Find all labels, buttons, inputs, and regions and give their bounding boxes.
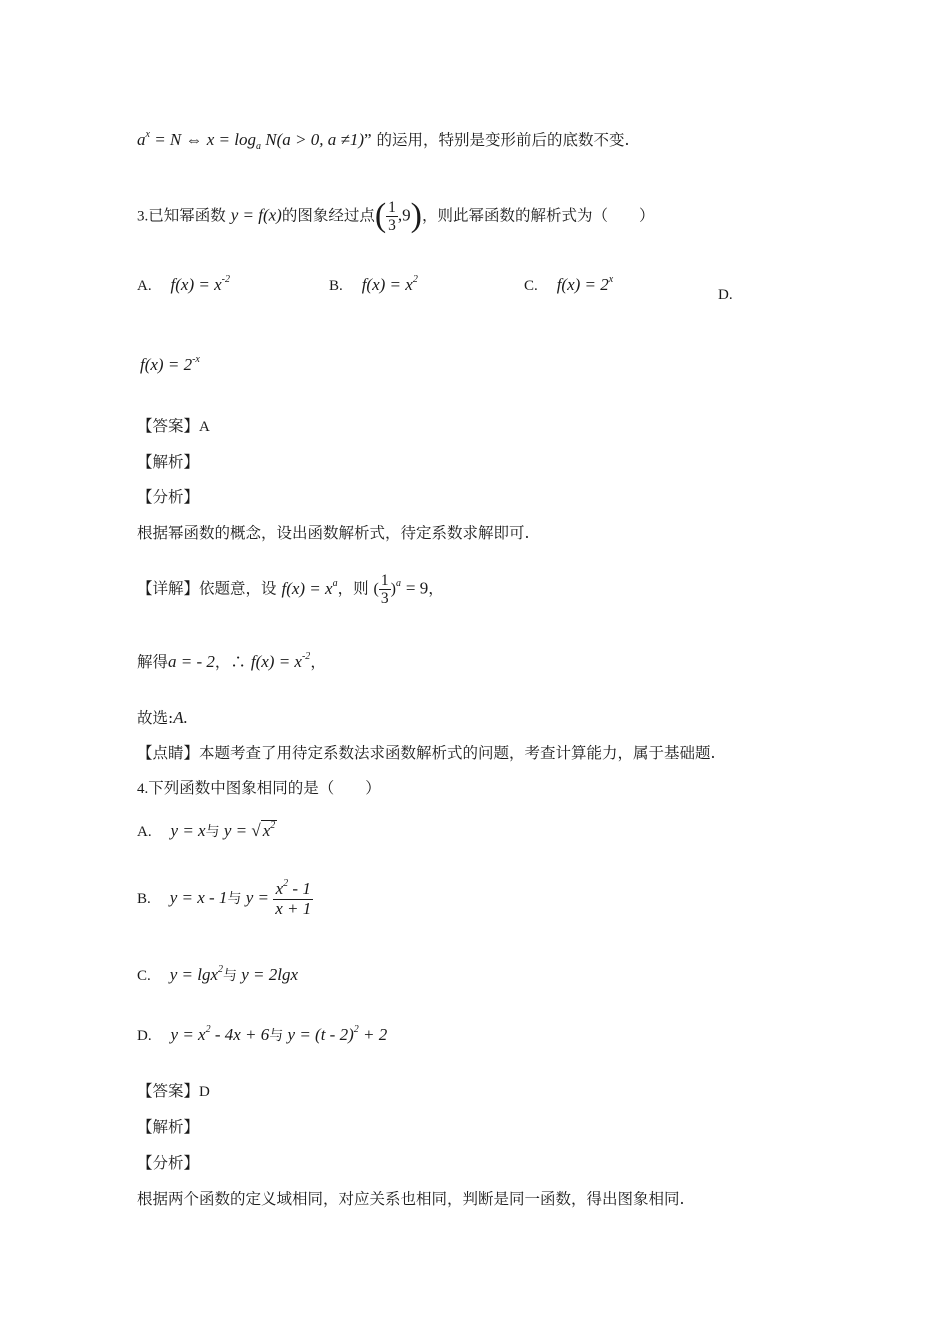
q3-number: 3. bbox=[137, 208, 149, 225]
frac-numerator: 1 bbox=[388, 198, 396, 216]
q3-option-d-expr bbox=[140, 355, 200, 375]
q3-stem-a: 已知幂函数 bbox=[148, 206, 226, 225]
q4-option-d: D. $y = x^2 - 4x + 6$与 y = (t - 2)$^2$ + 2 bbox=[137, 1024, 388, 1044]
option-label: D. bbox=[137, 1028, 152, 1044]
q4-number: 4. bbox=[137, 781, 149, 797]
option-expr: $f(x) = x^{-2}$ bbox=[170, 274, 230, 294]
solve-a: 解得 bbox=[137, 653, 169, 671]
option-label: A. bbox=[137, 278, 152, 294]
q3-option-d-label bbox=[718, 285, 733, 304]
q4-option-a: A. y = x与 y = √ $x^2$ bbox=[137, 820, 276, 840]
closing-quote: ” bbox=[363, 130, 372, 149]
comment-tag: 【点睛】 bbox=[137, 744, 200, 762]
point-y: ,9 bbox=[397, 205, 411, 225]
detail-a: 依题意，设 bbox=[199, 579, 277, 598]
solve-end: ， bbox=[310, 653, 326, 671]
q3-fenxi-text: 根据幂函数的概念，设出函数解析式，待定系数求解即可. bbox=[137, 524, 530, 542]
q3-choose bbox=[137, 708, 188, 728]
q4-option-c: C. y = lgx$^2$与 y = 2lgx bbox=[137, 964, 299, 984]
detail-end: ， bbox=[428, 579, 444, 598]
option-label: B. bbox=[329, 278, 343, 294]
option-label: A. bbox=[137, 824, 152, 840]
answer-value: D bbox=[199, 1084, 210, 1100]
q3-stem bbox=[137, 196, 655, 237]
q4-fenxi-text: 根据两个函数的定义域相同，对应关系也相同，判断是同一函数，得出图象相同. bbox=[137, 1190, 685, 1208]
q4-answer bbox=[137, 1082, 210, 1101]
solve-b: ，∴ bbox=[214, 653, 246, 671]
option-label: B. bbox=[137, 891, 151, 908]
comment-text: 本题考查了用待定系数法求函数解析式的问题，考查计算能力，属于基础题. bbox=[199, 744, 716, 762]
q4-option-b: B. y = x - 1与 y = $\frac{x^2 - 1}{x + 1}$ bbox=[137, 878, 312, 918]
detail-b: ，则 bbox=[337, 579, 369, 598]
solve-fx: $f(x) = x^{-2}$ bbox=[250, 651, 311, 671]
detail-eq: = 9 bbox=[405, 578, 429, 598]
answer-tag: 【答案】 bbox=[137, 417, 200, 435]
q3-option-a bbox=[137, 275, 230, 295]
left-paren: ( bbox=[374, 197, 387, 234]
option-label: C. bbox=[137, 968, 151, 984]
q4-stem-text: 下列函数中图象相同的是（ ） bbox=[148, 779, 381, 797]
point-x-fraction bbox=[386, 199, 398, 234]
q3-detail: 【详解】依题意，设 $f(x) = x^a$，则 ( $\frac{1}{3}$ )$^a$ = 9， bbox=[137, 572, 444, 608]
q4-analysis-tag: 【解析】 bbox=[137, 1118, 200, 1136]
q3-option-c bbox=[524, 275, 613, 295]
q3-function-expr: y = f(x) bbox=[230, 205, 282, 225]
option-label: D. bbox=[718, 287, 733, 303]
q3-fenxi-tag: 【分析】 bbox=[137, 488, 200, 506]
q3-analysis-tag: 【解析】 bbox=[137, 453, 200, 471]
answer-value: A bbox=[199, 419, 210, 435]
q4-fenxi-tag: 【分析】 bbox=[137, 1154, 200, 1172]
choose-text: 故选: bbox=[137, 709, 174, 727]
intro-text: 的运用，特别是变形前后的底数不变. bbox=[376, 131, 630, 149]
detail-fraction: $\frac{1}{3}$ bbox=[380, 572, 389, 608]
option-expr: $f(x) = 2^x$ bbox=[556, 274, 614, 294]
q3-stem-b: 的图象经过点 bbox=[281, 206, 375, 225]
solve-expr: a = - 2 bbox=[168, 652, 215, 671]
q3-solve bbox=[137, 652, 326, 672]
detail-fx: $f(x) = x^a$ bbox=[281, 577, 338, 598]
q3-option-b bbox=[329, 275, 418, 295]
q4-b-fraction: $\frac{x^2 - 1}{x + 1}$ bbox=[275, 878, 312, 918]
right-paren: ) bbox=[410, 197, 422, 234]
intro-line bbox=[137, 130, 629, 150]
option-expr: $f(x) = x^2$ bbox=[361, 274, 418, 294]
q4-stem bbox=[137, 779, 381, 798]
option-label: C. bbox=[524, 278, 538, 294]
q3-stem-c: ，则此幂函数的解析式为（ ） bbox=[421, 206, 655, 225]
log-equivalence-formula: $a^x = N$ ⇔ $x = \log_a N(a > 0$, a ≠1) bbox=[137, 129, 364, 152]
q3-answer bbox=[137, 417, 210, 436]
option-expr: $f(x) = 2^{-x}$ bbox=[140, 354, 200, 374]
frac-denominator: 3 bbox=[388, 216, 396, 234]
choose-value: A. bbox=[173, 708, 188, 727]
q3-comment bbox=[137, 744, 715, 763]
detail-tag: 【详解】 bbox=[137, 579, 200, 598]
answer-tag: 【答案】 bbox=[137, 1082, 200, 1100]
